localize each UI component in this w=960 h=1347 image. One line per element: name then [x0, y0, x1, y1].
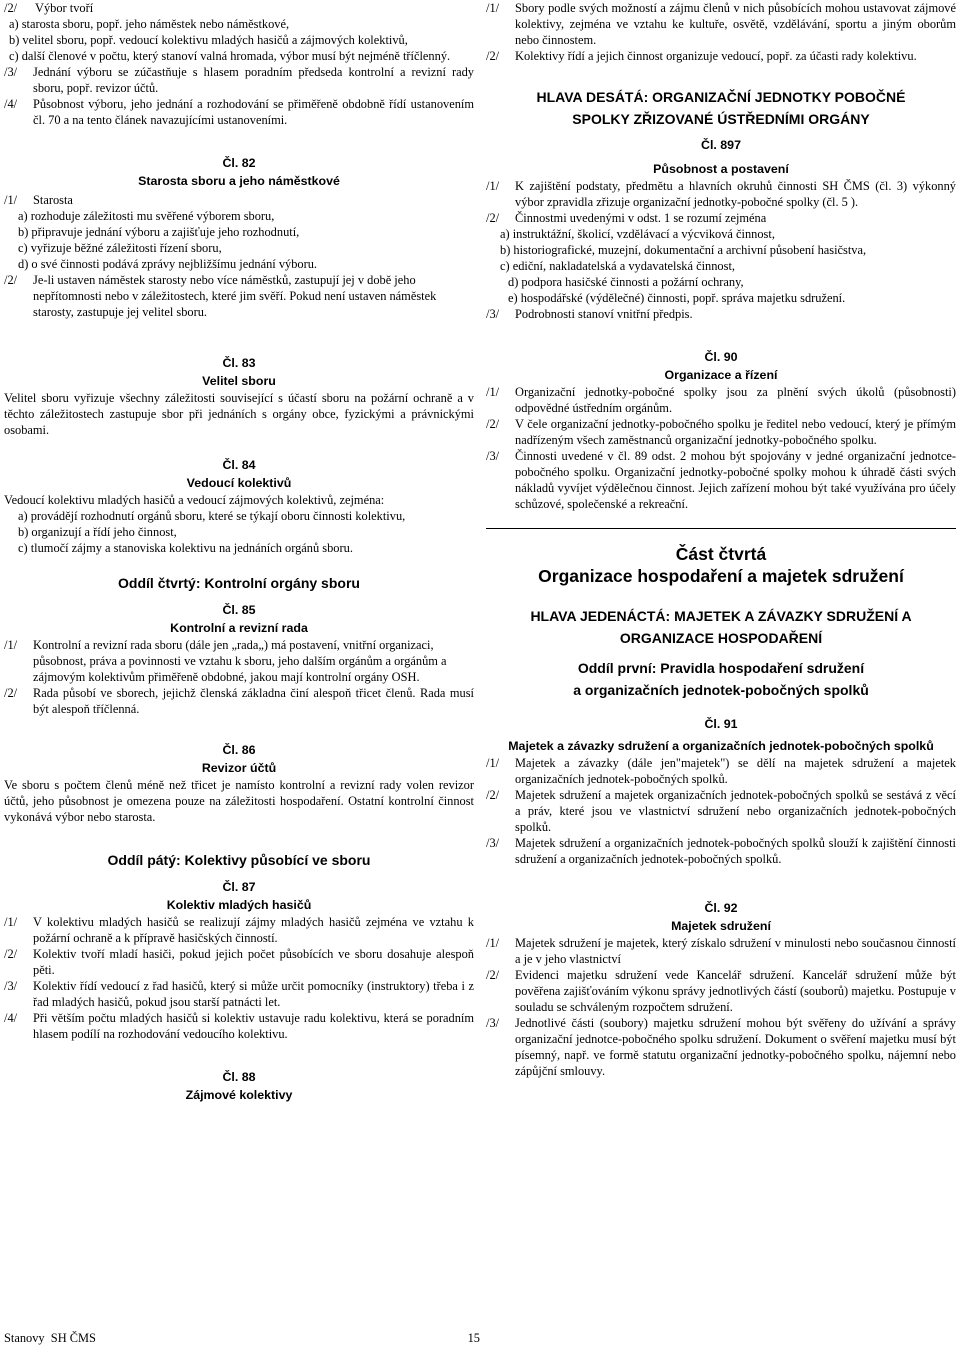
article-number: Čl. 86: [222, 743, 256, 757]
paragraph: [4, 914, 474, 946]
paragraph-number: /1/: [4, 915, 18, 929]
paragraph: [486, 384, 956, 416]
paragraph-number: /1/: [486, 1, 500, 15]
paragraph-number: /4/: [4, 97, 18, 111]
paragraph-number: /2/: [486, 417, 500, 431]
list-item: a) rozhoduje záležitosti mu svěřené výborem sboru,: [18, 209, 275, 223]
list-item: c) vyřizuje běžné záležitosti řízení sboru,: [18, 241, 222, 255]
list-item: b) historiografické, muzejní, dokumentační a archivní působení hasičstva,: [500, 243, 867, 257]
paragraph-number: /2/: [486, 968, 500, 982]
paragraph-text: Ve sboru s počtem členů méně než třicet je namísto kontrolní a revizní rady volen revizor účtů, jeho působnost je omezena pouze na záležitosti hospodaření. Ostatní kontrolní činnost vykonává výbor nebo starosta.: [4, 778, 474, 824]
paragraph-text: Je-li ustaven náměstek starosty nebo více náměstků, zastupují jej v době jeho nepřítomnosti nebo v záležitostech, které jim svěří. Pokud není ustaven náměstek starosty, zastupuje jej velitel sboru.: [33, 273, 437, 319]
list-item: a) provádějí rozhodnutí orgánů sboru, které se týkají oboru činnosti kolektivu,: [18, 509, 406, 523]
paragraph: [486, 416, 956, 448]
paragraph-number: /1/: [486, 385, 500, 399]
paragraph-number: /1/: [4, 638, 18, 652]
paragraph-text: Starosta: [33, 193, 73, 207]
article-title: Velitel sboru: [202, 374, 276, 388]
paragraph-text: Velitel sboru vyřizuje všechny záležitosti související s účastí sboru na požární ochraně a v těchto záležitostech zastupuje sbor při jednáních s orgány obce, fyzickými a právnickými osobami.: [4, 391, 474, 437]
article-title: Majetek sdružení: [671, 919, 771, 933]
paragraph: [486, 787, 956, 835]
paragraph-text: Kolektiv tvoří mladí hasiči, pokud jejich počet působících ve sboru dosahuje alespoň pěti.: [33, 947, 474, 977]
list-item: a) instruktážní, školicí, vzdělávací a výcviková činnost,: [500, 227, 775, 241]
paragraph: [4, 192, 474, 208]
paragraph: [4, 64, 474, 96]
paragraph-number: /2/: [4, 686, 18, 700]
paragraph-number: /3/: [4, 65, 18, 79]
paragraph-number: /4/: [4, 1011, 18, 1025]
paragraph-text: Kolektivy řídí a jejich činnost organizuje vedoucí, popř. za účasti rady kolektivu.: [515, 49, 917, 63]
section-heading: Oddíl první: Pravidla hospodaření sdružení: [577, 660, 865, 676]
paragraph-number: /2/: [486, 49, 500, 63]
article-number: Čl. 83: [222, 356, 256, 370]
paragraph-number: /3/: [486, 836, 500, 850]
paragraph-text: Kontrolní a revizní rada sboru (dále jen „rada„) má postavení, vnitřní organizaci, působnost, práva a povinnosti ve vztahu k sboru, jeho dalším orgánům a orgánům a zájmovým kolektivům přiměřeně obdobné, jakou mají kontrolní orgány OSH.: [33, 638, 447, 684]
paragraph-text: Jednání výboru se zúčastňuje s hlasem poradním předseda kontrolní a revizní rady sboru, popř. revizor účtů.: [33, 65, 474, 95]
paragraph-number: /1/: [486, 936, 500, 950]
list-item: a) starosta sboru, popř. jeho náměstek nebo náměstkové,: [9, 17, 290, 31]
paragraph-text: Rada působí ve sborech, jejichž členská základna činí alespoň třicet členů. Rada musí být alespoň tříčlenná.: [33, 686, 474, 716]
paragraph: [486, 755, 956, 787]
paragraph: [4, 978, 474, 1010]
paragraph: [4, 946, 474, 978]
paragraph: [4, 0, 474, 16]
paragraph: [4, 96, 474, 128]
paragraph: [486, 835, 956, 867]
paragraph: [486, 935, 956, 967]
article-number: Čl. 92: [704, 901, 738, 915]
list-item: c) tlumočí zájmy a stanoviska kolektivu na jednáních orgánů sboru.: [18, 541, 353, 555]
list-item: c) ediční, nakladatelská a vydavatelská činnost,: [500, 259, 735, 273]
chapter-heading: HLAVA DESÁTÁ: ORGANIZAČNÍ JEDNOTKY POBOČNÉ SPOLKY ZŘIZOVANÉ ÚSTŘEDNÍMI ORGÁNY: [536, 89, 906, 127]
paragraph-text: Organizační jednotky-pobočné spolky jsou za plnění svých úkolů (působnosti) odpovědné ústředním orgánům.: [515, 385, 956, 415]
paragraph-number: /1/: [4, 193, 18, 207]
paragraph-text: Výbor tvoří: [35, 1, 94, 15]
article-number: Čl. 88: [222, 1070, 256, 1084]
paragraph: [4, 637, 474, 685]
paragraph: [486, 448, 956, 512]
list-item: b) velitel sboru, popř. vedoucí kolektivu mladých hasičů a zájmových kolektivů,: [9, 33, 408, 47]
right-column: [486, 0, 956, 1079]
chapter-heading: HLAVA JEDENÁCTÁ: MAJETEK A ZÁVAZKY SDRUŽENÍ A ORGANIZACE HOSPODAŘENÍ: [530, 608, 912, 646]
article-title: Působnost a postavení: [653, 162, 789, 176]
paragraph-number: /2/: [4, 947, 18, 961]
article-title: Starosta sboru a jeho náměstkové: [138, 174, 340, 188]
list-item: c) další členové v počtu, který stanoví valná hromada, výbor musí být nejméně tříčlenný.: [9, 49, 451, 63]
paragraph: [486, 967, 956, 1015]
section-heading: Oddíl čtvrtý: Kontrolní orgány sboru: [118, 575, 360, 591]
paragraph-number: /2/: [4, 273, 18, 287]
section-heading: Oddíl pátý: Kolektivy působící ve sboru: [107, 852, 371, 868]
paragraph-text: Evidenci majetku sdružení vede Kancelář sdružení. Kancelář sdružení může být pověřena zajišťováním výkonu správy jednotlivých částí (souborů) majetku. Postupuje v souladu se schváleným rozpočtem sdružení.: [515, 968, 956, 1014]
article-title: Organizace a řízení: [664, 368, 778, 382]
paragraph: [486, 178, 956, 210]
list-item: b) organizují a řídí jeho činnost,: [18, 525, 177, 539]
paragraph-text: K zajištění podstaty, předmětu a hlavních okruhů činnosti SH ČMS (čl. 3) výkonný výbor zpravidla zřizuje organizační jednotky-pobočné spolky (čl. 5 ).: [515, 179, 956, 209]
paragraph-text: Působnost výboru, jeho jednání a rozhodování se přiměřeně obdobně řídí ustanovením čl. 70 a na tento článek navazujícími ustanoveními.: [33, 97, 474, 127]
paragraph-text: Při větším počtu mladých hasičů si kolektiv ustavuje radu kolektivu, která se poradním hlasem podílí na rozhodování vedoucího kolektivu.: [33, 1011, 474, 1041]
paragraph-text: Vedoucí kolektivu mladých hasičů a vedoucí zájmových kolektivů, zejména:: [4, 493, 385, 507]
paragraph-text: Činnosti uvedené v čl. 89 odst. 2 mohou být spojovány v jedné organizační jednotce-pobočného spolku. Organizační jednotky-pobočné spolky mohou k úhradě části svých nákladů vyvíjet výdělečnou činnost. Jejich zařízení mohou být také využívána pro účely schůzové, společenské a rekreační.: [515, 449, 956, 511]
paragraph: [486, 1015, 956, 1079]
article-title: Kolektiv mladých hasičů: [166, 898, 312, 912]
part-heading: Část čtvrtá: [675, 544, 767, 564]
paragraph-text: Činnostmi uvedenými v odst. 1 se rozumí zejména: [515, 211, 767, 225]
paragraph-text: Majetek sdružení je majetek, který získalo sdružení v minulosti nebo současnou činností a je v jeho vlastnictví: [515, 936, 956, 966]
list-item: b) připravuje jednání výboru a zajišťuje jeho rozhodnutí,: [18, 225, 300, 239]
paragraph-number: /2/: [4, 1, 18, 15]
list-item: d) o své činnosti podává zprávy nejbližšímu jednání výboru.: [18, 257, 318, 271]
article-title: Kontrolní a revizní rada: [170, 621, 308, 635]
article-number: Čl. 90: [704, 350, 738, 364]
paragraph-text: V čele organizační jednotky-pobočného spolku je ředitel nebo vedoucí, který je přímým nadřízeným všech zaměstnanců organizační jednotky-pobočného spolku.: [515, 417, 956, 447]
article-number: Čl. 85: [222, 603, 256, 617]
footer-title: Stanovy SH ČMS: [4, 1331, 96, 1345]
article-title: Majetek a závazky sdružení a organizačních jednotek-pobočných spolků: [508, 739, 934, 753]
paragraph-number: /3/: [486, 1016, 500, 1030]
page-footer: [4, 1330, 480, 1346]
paragraph: [4, 272, 474, 320]
list-item-wrap: [4, 32, 474, 48]
list-item-wrap: [4, 48, 474, 64]
paragraph-number: /3/: [486, 307, 500, 321]
article-title: Revizor účtů: [201, 761, 277, 775]
paragraph: [486, 210, 956, 226]
paragraph-text: Majetek a závazky (dále jen"majetek") se dělí na majetek sdružení a majetek organizačních jednotek-pobočných spolků.: [515, 756, 956, 786]
paragraph-text: Podrobnosti stanoví vnitřní předpis.: [515, 307, 693, 321]
paragraph-text: Jednotlivé části (soubory) majetku sdružení mohou být svěřeny do užívání a správy organizační jednotce-pobočného spolku sdružení. Dokument o svěření majetku musí být písemný, např. ve formě statutu organizační jednotky-pobočného spolku, nájemní nebo zápůjční smlouvy.: [515, 1016, 956, 1078]
paragraph-text: Majetek sdružení a majetek organizačních jednotek-pobočných spolků se sestává z věcí a práv, které jsou ve vlastnictví sdružení nebo organizačních jednotek-pobočných spolků.: [515, 788, 956, 834]
article-number: Čl. 82: [222, 156, 256, 170]
page-number: 15: [467, 1331, 480, 1345]
paragraph: [4, 685, 474, 717]
paragraph: [486, 306, 956, 322]
article-title: Vedoucí kolektivů: [186, 476, 292, 490]
paragraph-text: Kolektiv řídí vedoucí z řad hasičů, který si může určit pomocníky (instruktory) třeba i z řad mladých hasičů, pokud jsou starší patnácti let.: [33, 979, 474, 1009]
paragraph: [486, 0, 956, 48]
article-number: Čl. 84: [222, 458, 256, 472]
article-number: Čl. 87: [222, 880, 256, 894]
section-heading: a organizačních jednotek-pobočných spolků: [573, 682, 869, 698]
article-number: Čl. 897: [701, 138, 741, 152]
list-item-wrap: [4, 508, 474, 524]
paragraph-number: /2/: [486, 211, 500, 225]
paragraph: [486, 48, 956, 64]
paragraph-number: /3/: [486, 449, 500, 463]
left-column: [4, 0, 474, 1104]
part-title: Organizace hospodaření a majetek sdružení: [538, 566, 904, 586]
paragraph-number: /1/: [486, 179, 500, 193]
paragraph: [4, 1010, 474, 1042]
paragraph-text: Majetek sdružení a organizačních jednotek-pobočných spolků slouží k zajištění činnosti sdružení a organizačních jednotek-pobočných spolků.: [515, 836, 956, 866]
list-item: d) podpora hasičské činnosti a požární ochrany,: [508, 275, 744, 289]
paragraph-number: /2/: [486, 788, 500, 802]
paragraph-number: /3/: [4, 979, 18, 993]
paragraph-text: V kolektivu mladých hasičů se realizují zájmy mladých hasičů zejména ve vztahu k požární ochraně a k přípravě hasičských činností.: [33, 915, 474, 945]
paragraph-text: Sbory podle svých možností a zájmu členů v nich působících mohou ustavovat zájmové kolektivy, zejména ve vztahu ke kultuře, osvětě, vzdělávání, sportu a jiným oborům nebo činnostem.: [515, 1, 956, 47]
article-title: Zájmové kolektivy: [185, 1088, 293, 1102]
article-number: Čl. 91: [704, 717, 738, 731]
paragraph-number: /1/: [486, 756, 500, 770]
list-item: e) hospodářské (výdělečné) činnosti, popř. správa majetku sdružení.: [508, 291, 846, 305]
